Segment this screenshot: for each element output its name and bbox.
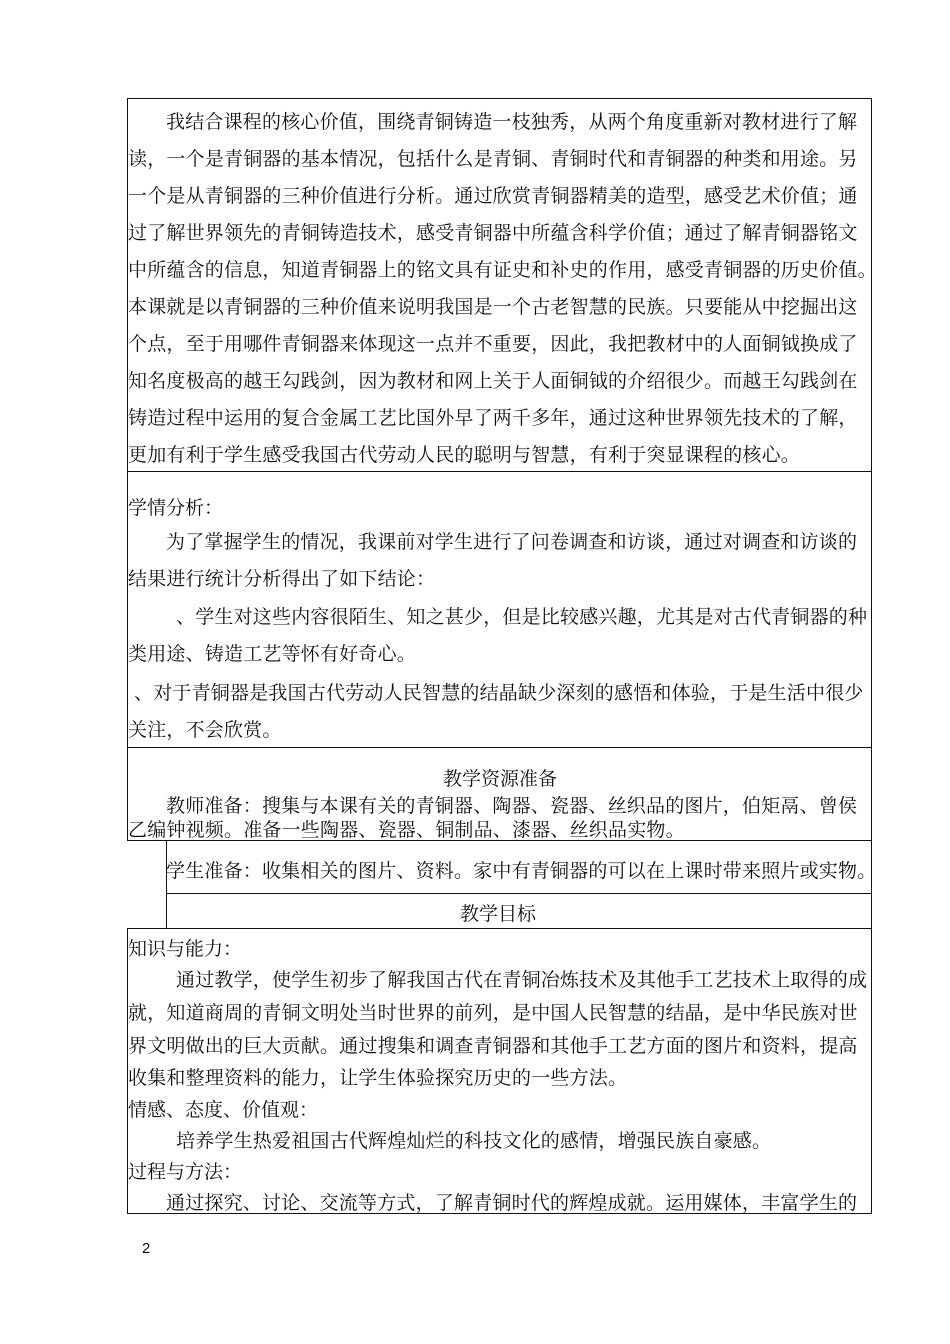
section1-line-5: 中所蕴含的信息，知道青铜器上的铭文具有证史和补史的作用，感受青铜器的历史价值。 [128,259,877,281]
resources-teacher-2: 乙编钟视频。准备一些陶器、瓷器、铜制品、漆器、丝织品实物。 [128,819,685,841]
resources-title: 教学资源准备 [443,768,558,790]
resources-student: 学生准备：收集相关的图片、资料。家中有青铜器的可以在上课时带来照片或实物。 [166,860,877,882]
process-line: 通过探究、讨论、交流等方式，了解青铜时代的辉煌成就。运用媒体，丰富学生的 [166,1192,858,1214]
analysis-intro-2: 结果进行统计分析得出了如下结论： [128,568,436,590]
divider-after-goals-title [127,928,872,929]
analysis-point1-1: 、学生对这些内容很陌生、知之甚少，但是比较感兴趣，尤其是对古代青铜器的种 [176,606,868,628]
knowledge-line-3: 界文明做出的巨大贡献。通过搜集和调查青铜器和其他手工艺方面的图片和资料，提高 [128,1035,858,1057]
section1-line-4: 过了解世界领先的青铜铸造技术，感受青铜器中所蕴含科学价值；通过了解青铜器铭文 [128,222,858,244]
section1-line-7: 个点，至于用哪件青铜器来体现这一点并不重要，因此，我把教材中的人面铜钺换成了 [128,333,858,355]
knowledge-line-2: 就，知道商周的青铜文明处当时世界的前列，是中国人民智慧的结晶，是中华民族对世 [128,1002,858,1024]
emotion-heading: 情感、态度、价值观： [128,1099,319,1121]
inner-left-line [166,840,167,928]
resources-teacher-1: 教师准备：搜集与本课有关的青铜器、陶器、瓷器、丝织品的图片，伯矩鬲、曾侯 [166,795,858,817]
analysis-point2-2: 关注，不会欣赏。 [128,719,282,741]
divider-before-goals [166,893,872,894]
analysis-heading: 学情分析： [128,497,224,519]
emotion-line: 培养学生热爱祖国古代辉煌灿烂的科技文化的感情，增强民族自豪感。 [176,1130,772,1152]
divider-after-analysis [127,747,872,748]
section1-line-10: 更加有利于学生感受我国古代劳动人民的聪明与智慧，有利于突显课程的核心。 [128,444,801,466]
section1-line-9: 铸造过程中运用的复合金属工艺比国外早了两千多年，通过这种世界领先技术的了解， [128,407,858,429]
analysis-point2-1: 、对于青铜器是我国古代劳动人民智慧的结晶缺少深刻的感悟和体验，于是生活中很少 [134,682,864,704]
frame-top [127,98,872,99]
analysis-point1-2: 类用途、铸造工艺等怀有好奇心。 [128,643,417,665]
frame-left-gap-cover [127,841,128,928]
page-number: 2 [142,1240,151,1257]
section1-line-2: 读，一个是青铜器的基本情况，包括什么是青铜、青铜时代和青铜器的种类和用途。另 [128,148,858,170]
section1-line-6: 本课就是以青铜器的三种价值来说明我国是一个古老智慧的民族。只要能从中挖掘出这 [128,296,858,318]
process-heading: 过程与方法： [128,1161,243,1183]
knowledge-line-1: 通过教学，使学生初步了解我国古代在青铜冶炼技术及其他手工艺技术上取得的成 [176,969,868,991]
section1-line-3: 一个是从青铜器的三种价值进行分析。通过欣赏青铜器精美的造型，感受艺术价值；通 [128,185,858,207]
knowledge-line-4: 收集和整理资料的能力，让学生体验探究历史的一些方法。 [128,1067,628,1089]
goals-title: 教学目标 [460,903,537,925]
divider-after-section1 [127,471,872,472]
section1-line-1: 我结合课程的核心价值，围绕青铜铸造一枝独秀，从两个角度重新对教材进行了解 [166,111,858,133]
analysis-intro-1: 为了掌握学生的情况，我课前对学生进行了问卷调查和访谈，通过对调查和访谈的 [166,531,858,553]
knowledge-heading: 知识与能力： [128,938,243,960]
section1-line-8: 知名度极高的越王勾践剑，因为教材和网上关于人面铜钺的介绍很少。而越王勾践剑在 [128,370,858,392]
